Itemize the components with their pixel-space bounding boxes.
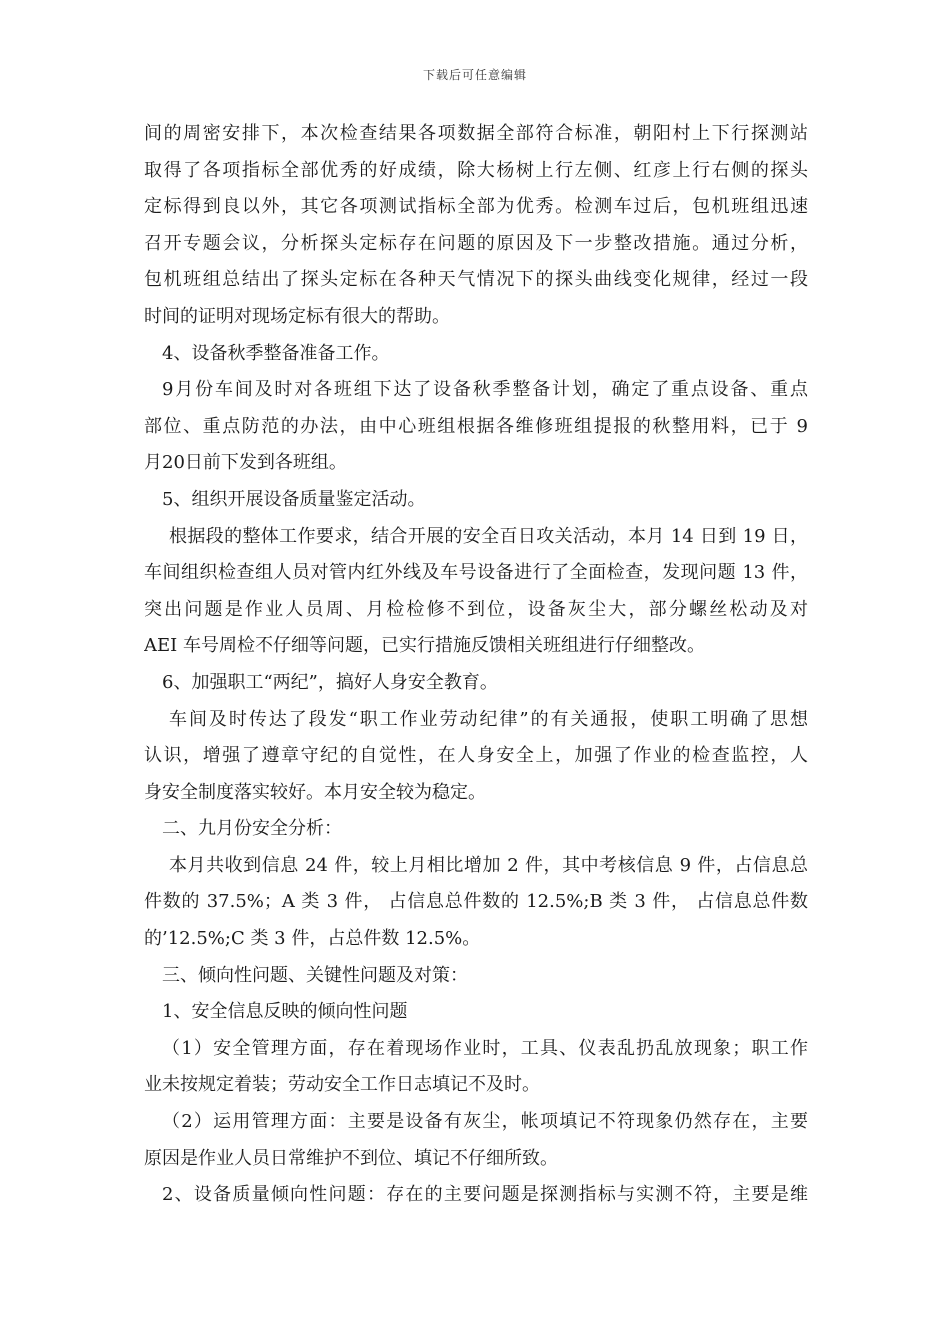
paragraph-line: 部位、重点防范的办法，由中心班组根据各维修班组提报的秋整用料，已于 9 (144, 415, 808, 437)
paragraph-line: 突出问题是作业人员周、月检检修不到位，设备灰尘大，部分螺丝松动及对 (144, 598, 808, 620)
paragraph-line: 时间的证明对现场定标有很大的帮助。 (144, 305, 450, 327)
document-body (144, 116, 808, 1214)
paragraph-line: 月20日前下发到各班组。 (144, 452, 347, 474)
paragraph-line: AEI 车号周检不仔细等问题，已实行措施反馈相关班组进行仔细整改。 (144, 635, 705, 657)
paragraph-line: 件数的 37.5%；A 类 3 件， 占信息总件数的 12.5%;B 类 3 件， 占信息总件数 (144, 891, 808, 913)
paragraph-line: 间的周密安排下，本次检查结果各项数据全部符合标准，朝阳村上下行探测站 (144, 123, 808, 144)
paragraph-line: 9月份车间及时对各班组下达了设备秋季整备计划，确定了重点设备、重点 (162, 379, 808, 401)
paragraph-line: （2）运用管理方面：主要是设备有灰尘，帐项填记不符现象仍然存在，主要 (162, 1111, 808, 1133)
paragraph-line: 认识，增强了遵章守纪的自觉性，在人身安全上，加强了作业的检查监控，人 (144, 745, 808, 767)
section-heading: 三、倾向性问题、关键性问题及对策： (162, 964, 468, 986)
paragraph-line: 根据段的整体工作要求，结合开展的安全百日攻关活动，本月 14 日到 19 日， (169, 525, 808, 547)
paragraph-line: 召开专题会议，分析探头定标存在问题的原因及下一步整改措施。通过分析， (144, 232, 808, 254)
paragraph-line: 取得了各项指标全部优秀的好成绩，除大杨树上行左侧、红彦上行右侧的探头 (144, 159, 808, 181)
paragraph-line: 的’12.5%;C 类 3 件，占总件数 12.5%。 (144, 928, 481, 950)
paragraph-line: （1）安全管理方面，存在着现场作业时，工具、仪表乱扔乱放现象；职工作 (162, 1037, 808, 1059)
paragraph-line: 车间组织检查组人员对管内红外线及车号设备进行了全面检查，发现问题 13 件， (144, 562, 808, 584)
section-heading: 4、设备秋季整备准备工作。 (162, 342, 390, 364)
paragraph-line: 业未按规定着装；劳动安全工作日志填记不及时。 (144, 1074, 540, 1096)
paragraph-line: 身安全制度落实较好。本月安全较为稳定。 (144, 781, 486, 803)
section-heading: 1、安全信息反映的倾向性问题 (162, 1001, 408, 1023)
paragraph-line: 车间及时传达了段发“职工作业劳动纪律”的有关通报，使职工明确了思想 (169, 708, 808, 730)
section-heading: 二、九月份安全分析： (162, 818, 342, 840)
paragraph-line: 本月共收到信息 24 件，较上月相比增加 2 件，其中考核信息 9 件，占信息总 (169, 854, 808, 876)
section-heading: 5、组织开展设备质量鉴定活动。 (162, 488, 426, 510)
page-header: 下载后可任意编辑 (422, 68, 527, 82)
paragraph-line: 定标得到良以外，其它各项测试指标全部为优秀。检测车过后，包机班组迅速 (144, 196, 808, 218)
section-heading: 6、加强职工“两纪”，搞好人身安全教育。 (162, 671, 498, 693)
paragraph-line: 包机班组总结出了探头定标在各种天气情况下的探头曲线变化规律，经过一段 (144, 269, 808, 291)
paragraph-line: 2、设备质量倾向性问题：存在的主要问题是探测指标与实测不符，主要是维 (162, 1184, 808, 1206)
paragraph-line: 原因是作业人员日常维护不到位、填记不仔细所致。 (144, 1147, 558, 1169)
